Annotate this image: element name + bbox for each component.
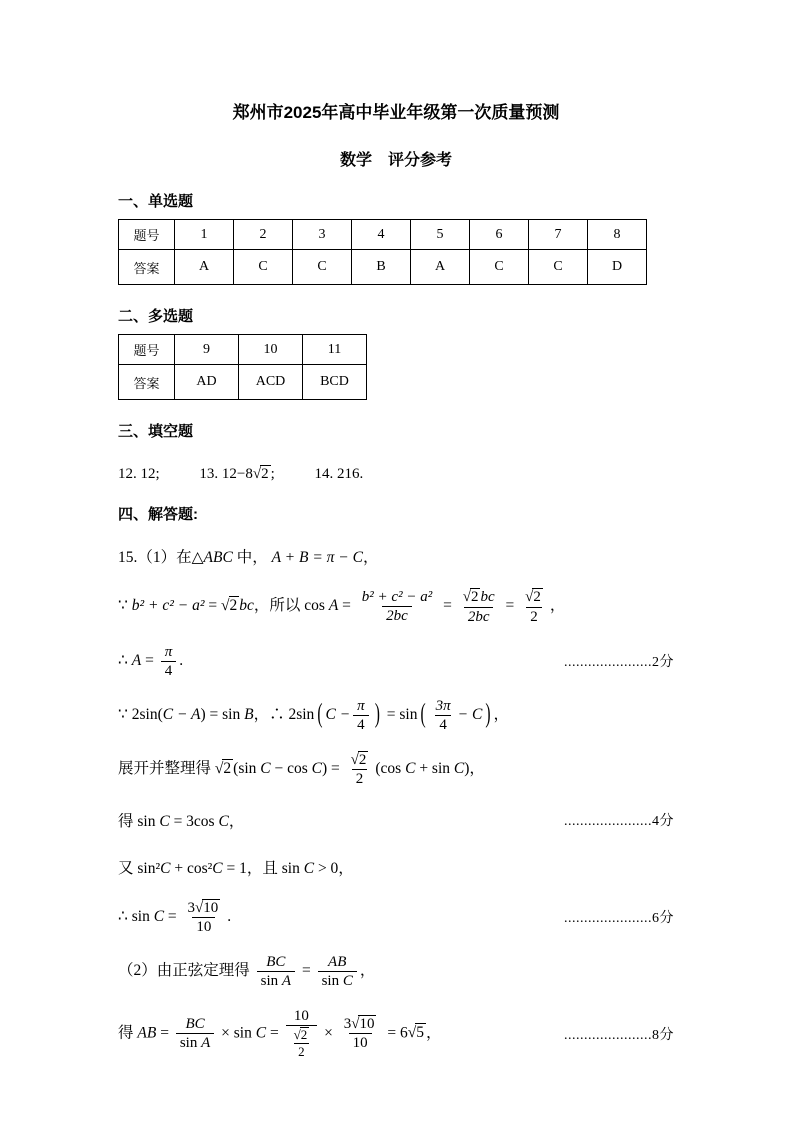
text-run: ; <box>270 466 275 482</box>
radicand: 2 <box>223 759 232 777</box>
right-paren: ) <box>374 698 380 729</box>
page-subtitle: 数学 评分参考 <box>339 152 452 169</box>
right-paren: ) <box>485 698 491 729</box>
text-run: . <box>179 651 184 669</box>
table-cell: C <box>529 250 588 285</box>
answer-14: 14. 216. <box>314 466 364 482</box>
text-run: 中， <box>232 549 272 567</box>
text-run: ) = <box>322 759 344 777</box>
row-header: 题号 <box>119 335 175 365</box>
table-cell: AD <box>175 365 239 400</box>
denominator: 10 <box>349 1033 372 1052</box>
table-row <box>119 220 647 250</box>
denominator: 4 <box>161 661 177 680</box>
row-header: 答案 <box>119 365 175 400</box>
sqrt <box>463 588 481 606</box>
text-run: = <box>204 597 221 615</box>
fill-blank-answers <box>118 465 674 483</box>
denominator <box>286 1025 318 1061</box>
math-var: C <box>303 859 315 877</box>
text-run: = <box>141 651 158 669</box>
numerator <box>459 588 499 606</box>
math-var: b² + c² − a² <box>131 597 205 615</box>
score-marker: ......................8分 <box>564 1027 674 1043</box>
solution-expression <box>118 899 231 936</box>
math-var: C <box>342 973 353 989</box>
text-run: （2）由正弦定理得 <box>118 962 254 980</box>
section-heading-multi-choice: 二、多选题 <box>118 308 194 325</box>
text-run: × sin <box>217 1024 256 1042</box>
text-run: + cos² <box>170 859 213 877</box>
numerator: b² + c² − a² <box>361 589 433 606</box>
sqrt <box>253 465 271 483</box>
fraction <box>176 1015 214 1052</box>
text-run: = 3cos <box>169 812 219 830</box>
text-run: ， <box>425 1024 442 1042</box>
math-var: C <box>255 1024 267 1042</box>
table-cell: 7 <box>529 220 588 250</box>
sqrt <box>351 751 369 769</box>
denominator: 2 <box>526 607 542 626</box>
text-run: + sin <box>415 759 454 777</box>
text-run: = <box>338 597 355 615</box>
sqrt <box>221 596 239 615</box>
text-run: 15.（1）在△ <box>118 549 204 567</box>
math-var: A + B = π − C <box>271 549 363 567</box>
table-cell: C <box>234 250 293 285</box>
numerator: π <box>357 697 365 714</box>
table-cell: D <box>588 250 647 285</box>
page-title: 郑州市2025年高中毕业年级第一次质量预测 <box>232 103 560 122</box>
fraction <box>347 751 373 788</box>
denominator: 10 <box>192 917 215 936</box>
table-cell: ACD <box>239 365 303 400</box>
text-run: 3 <box>343 1016 352 1033</box>
text-run: ， <box>493 705 510 723</box>
table-cell: 8 <box>588 220 647 250</box>
fraction <box>353 697 369 734</box>
left-paren: ( <box>420 698 426 729</box>
text-run: 得 <box>118 1024 138 1042</box>
table-cell: A <box>411 250 470 285</box>
math-var: AB <box>137 1024 157 1042</box>
radicand: 2 <box>300 1027 308 1042</box>
numerator: 10 <box>293 1008 309 1024</box>
text-run: = 6 <box>383 1024 408 1042</box>
denominator: 2bc <box>382 606 412 625</box>
text-run: ∵ 2sin( <box>118 705 163 723</box>
solution-line <box>118 899 674 936</box>
solution-expression <box>118 545 379 567</box>
solution-line <box>118 953 674 990</box>
solution-expression <box>118 643 183 680</box>
text-run: 展开并整理得 <box>118 759 215 777</box>
radical-sign: √ <box>525 589 534 606</box>
sqrt <box>351 1015 376 1033</box>
radicand: 10 <box>359 1016 375 1033</box>
text-run: 13. 12−8 <box>199 466 253 482</box>
denominator: 4 <box>435 715 451 734</box>
text-run: 3 <box>187 899 196 916</box>
radical-sign: √ <box>195 899 204 916</box>
text-run: > 0， <box>314 859 354 877</box>
text-run: (cos <box>375 759 406 777</box>
text-run: = 1，且 sin <box>222 859 304 877</box>
fraction <box>521 588 547 625</box>
radical-sign: √ <box>350 751 359 768</box>
score-marker: ......................4分 <box>564 813 674 829</box>
denominator <box>257 971 295 990</box>
numerator: AB <box>328 954 347 970</box>
solution-expression <box>118 809 244 831</box>
single-choice-answer-table <box>118 219 647 285</box>
math-var: C <box>311 759 322 777</box>
denominator: 2 <box>352 769 368 788</box>
math-var: C <box>153 907 165 925</box>
denominator <box>176 1033 214 1052</box>
left-paren: ( <box>317 698 323 729</box>
radical-sign: √ <box>221 597 230 615</box>
math-var: bc <box>480 589 495 606</box>
solution-line <box>118 1007 674 1061</box>
sqrt <box>408 1023 426 1042</box>
denominator <box>318 971 357 990</box>
table-cell: 2 <box>234 220 293 250</box>
table-cell: 10 <box>239 335 303 365</box>
text-run: ， <box>359 962 376 980</box>
numerator: 3π <box>435 697 451 714</box>
table-cell: 3 <box>293 220 352 250</box>
math-var: C <box>218 812 229 830</box>
math-var: B <box>244 705 254 723</box>
multi-choice-answer-table <box>118 334 367 400</box>
text-run: = <box>501 597 519 615</box>
math-var: C <box>160 859 171 877</box>
fraction <box>432 697 455 734</box>
denominator: 2 <box>294 1043 309 1060</box>
solution-line <box>118 588 674 625</box>
solution-line <box>118 643 674 680</box>
math-var: C <box>212 859 223 877</box>
text-run: ∵ <box>118 597 132 615</box>
fraction <box>257 953 295 990</box>
fraction <box>290 1027 314 1060</box>
numerator <box>184 899 225 917</box>
text-run: = <box>298 962 315 980</box>
table-row <box>119 335 367 365</box>
math-var: A <box>281 973 292 989</box>
table-cell: B <box>352 250 411 285</box>
answer-12: 12. 12; <box>118 466 160 482</box>
sqrt <box>294 1027 310 1043</box>
solution-expression <box>118 697 509 734</box>
fraction <box>184 899 225 936</box>
table-cell: A <box>175 250 234 285</box>
answer-13 <box>199 466 274 482</box>
math-var: A <box>201 1035 211 1052</box>
text-run: ， <box>549 597 566 615</box>
denominator: 2bc <box>464 607 494 626</box>
numerator: BC <box>266 954 286 970</box>
radicand: 2 <box>261 466 269 482</box>
sqrt <box>215 759 233 778</box>
fraction <box>358 588 436 625</box>
solution-line <box>118 697 674 734</box>
text-run: sin <box>179 1035 202 1052</box>
table-row <box>119 365 367 400</box>
table-cell: 4 <box>352 220 411 250</box>
numerator <box>290 1027 314 1043</box>
numerator <box>340 1015 381 1033</box>
text-run: ，∴ 2sin <box>253 705 315 723</box>
math-var: C <box>453 759 465 777</box>
text-run: sin <box>321 973 343 989</box>
numerator <box>347 751 373 769</box>
math-var: ABC <box>203 549 233 567</box>
text-run: ) = sin <box>200 705 245 723</box>
radicand: 5 <box>416 1024 424 1042</box>
text-run: ∴ <box>118 651 132 669</box>
row-header: 答案 <box>119 250 175 285</box>
radicand: 10 <box>203 899 219 916</box>
math-var: bc <box>239 597 254 615</box>
math-var: C <box>405 759 416 777</box>
text-run: = <box>164 907 181 925</box>
radicand: 2 <box>358 751 367 768</box>
solution-line <box>118 805 674 835</box>
numerator: π <box>164 643 173 660</box>
text-run: 得 sin <box>118 812 160 830</box>
table-cell: C <box>293 250 352 285</box>
radical-sign: √ <box>293 1027 301 1042</box>
text-run: 又 sin² <box>118 859 161 877</box>
text-run: ， <box>362 549 379 567</box>
denominator: 4 <box>353 715 369 734</box>
numerator: BC <box>185 1016 205 1033</box>
text-run: ∴ sin <box>118 907 154 925</box>
table-cell: 11 <box>303 335 367 365</box>
radical-sign: √ <box>462 589 471 606</box>
solution-line <box>118 852 674 882</box>
table-cell: 5 <box>411 220 470 250</box>
numerator <box>521 588 547 606</box>
text-run: − cos <box>270 759 312 777</box>
fraction <box>459 588 499 625</box>
score-marker: ......................6分 <box>564 911 674 927</box>
solution-expression <box>118 953 375 990</box>
table-cell: 9 <box>175 335 239 365</box>
fraction <box>318 953 357 990</box>
row-header: 题号 <box>119 220 175 250</box>
text-run: = sin <box>382 705 418 723</box>
text-run: = <box>156 1024 173 1042</box>
text-run: ，所以 cos <box>253 597 329 615</box>
math-var: C − <box>325 705 351 723</box>
math-var: A <box>131 651 142 669</box>
radicand: 2 <box>533 589 541 606</box>
text-run: × <box>320 1024 337 1042</box>
sqrt <box>525 588 543 606</box>
fraction <box>161 643 177 680</box>
text-run: (sin <box>233 759 261 777</box>
score-marker: ......................2分 <box>564 655 674 670</box>
radical-sign: √ <box>407 1024 417 1042</box>
section-heading-fill-blank: 三、填空题 <box>118 423 194 440</box>
solution-line <box>118 751 674 788</box>
fraction <box>286 1007 318 1061</box>
math-var: C <box>159 812 170 830</box>
radicand: 2 <box>470 589 479 606</box>
sqrt <box>195 899 220 917</box>
math-var: C − A <box>162 705 201 723</box>
fraction <box>340 1015 381 1052</box>
solution-line <box>118 541 674 571</box>
math-var: A <box>328 597 339 615</box>
section-heading-single-choice: 一、单选题 <box>118 193 194 210</box>
text-run: )， <box>464 759 485 777</box>
table-row <box>119 250 647 285</box>
solution-expression <box>118 588 565 625</box>
text-run: sin <box>260 973 282 989</box>
math-var: − C <box>457 705 483 723</box>
text-run: ， <box>228 812 245 830</box>
math-var: C <box>260 759 271 777</box>
solution-expression <box>118 1007 441 1061</box>
radicand: 2 <box>229 597 238 615</box>
solution-expression <box>118 856 354 878</box>
table-cell: 1 <box>175 220 234 250</box>
table-cell: C <box>470 250 529 285</box>
solution-expression <box>118 751 485 788</box>
radical-sign: √ <box>214 759 224 777</box>
text-run: = <box>266 1024 283 1042</box>
radical-sign: √ <box>252 466 262 482</box>
table-cell: BCD <box>303 365 367 400</box>
text-run: . <box>227 907 232 925</box>
table-cell: 6 <box>470 220 529 250</box>
radical-sign: √ <box>351 1016 360 1033</box>
text-run: = <box>439 597 456 615</box>
section-heading-solutions: 四、解答题: <box>118 506 198 524</box>
